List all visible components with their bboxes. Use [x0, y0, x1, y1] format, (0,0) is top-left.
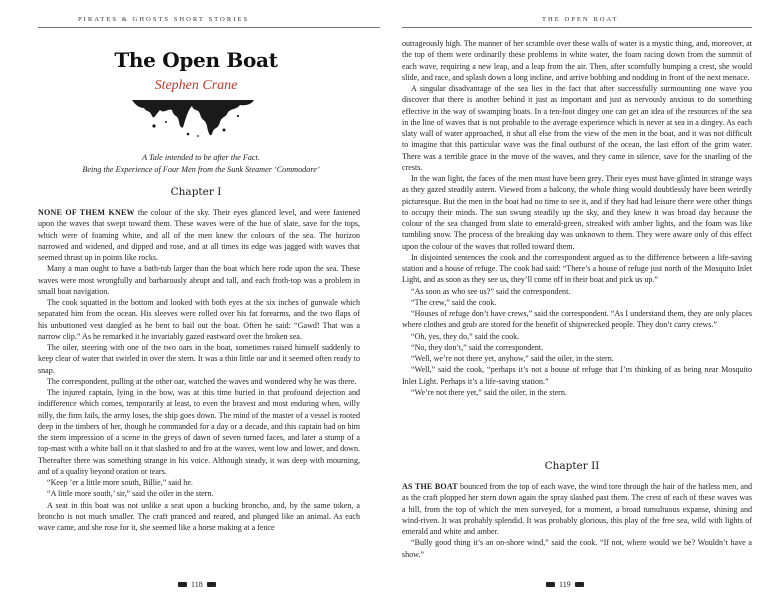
paragraph-text: bounced from the top of each wave, the wind tore through the hair of the hatless men, and as the craft plopped her stern down again the spray slashed past them. The crest of each of these waves was a hill, from the top of which the men surveyed, for a moment, a broad tumultuous expanse, shining and wind-riven. It was probably splendid. It was probably glorious, this play of the free sea, wild with lights of emerald and white and amber.: [402, 482, 752, 536]
paragraph: [38, 207, 360, 263]
page-number-text: 119: [559, 580, 571, 589]
header-rule: [38, 27, 380, 28]
paragraph: In the wan light, the faces of the men must have been grey. Their eyes must have glinted in strange ways as they gazed steadily astern. Viewed from a balcony, the whole thing would doubtlessly have been weirdly picturesque. But the men in the boat had no time to see it, and if they had had leisure there were other things to occupy their minds. The sun swung steadily up the sky, and they knew it was broad day because the colour of the sea changed from slate to emerald-green, streaked with amber lights, and the foam was like tumbling snow. The process of the breaking day was unknown to them. They were aware only of this effect upon the colour of the waves that rolled toward them.: [402, 174, 752, 251]
story-author: Stephen Crane: [154, 78, 238, 93]
paragraph: A singular disadvantage of the sea lies in the fact that after successfully surmounting one wave you discover that there is another behind it just as important and just as nervously anxious to do something effective in the way of swamping boats. In a ten-foot dingey one can get an idea of the resources of the sea in the line of waves that is not probable to the average experience which is never at sea in a dingey. As each slaty wall of water approached, it shut all else from the view of the men in the boat, and it was not difficult to imagine that this particular wave was the final outburst of the ocean, the last effort of the grim water. There was a terrible grace in the move of the waves, and they came in silence, save for the snarling of the crests.: [402, 84, 752, 172]
paragraph: A seat in this boat was not unlike a seat upon a bucking broncho, and, by the same token, a broncho is not much smaller. The craft pranced and reared, and plunged like an animal. As each wave came, and she rose for it, she seemed like a horse making at a fence: [38, 500, 360, 532]
paragraph: “Well,” said the cook, “perhaps it’s not a house of refuge that I’m thinking of as being near Mosquito Inlet Light. Perhaps it’s a life-saving station.”: [402, 365, 752, 386]
page-number-text: 118: [191, 580, 203, 589]
folio-ornament-icon: [546, 582, 555, 587]
paragraph: The cook squatted in the bottom and looked with both eyes at the six inches of gunwale which separated him from the ocean. His sleeves were rolled over his fat forearms, and the two flaps of his unbuttoned vest dangled as he bent to bail out the boat. Often he said: “Gawd! That was a narrow clip.” As he remarked it he invariably gazed eastward over the broken sea.: [38, 298, 360, 341]
running-head: THE OPEN BOAT: [542, 16, 619, 23]
paragraph: The oiler, steering with one of the two oars in the boat, sometimes raised himself suddenly to keep clear of water that swirled in over the stern. It was a thin little oar and it seemed often ready to snap.: [38, 343, 360, 375]
lead-in: AS THE BOAT: [402, 482, 458, 491]
paragraph: “The crew,” said the cook.: [411, 297, 497, 307]
chapter-heading: Chapter I: [170, 186, 222, 198]
paragraph: The correspondent, pulling at the other oar, watched the waves and wondered why he was there.: [47, 376, 357, 386]
paragraph-text: the colour of the sky. Their eyes glanced level, and were fastened upon the waves that swept toward them. These waves were of the hue of slate, save for the tops, which were of foaming white, and all of the men knew the colours of the sea. The horizon narrowed and widened, and dipped and rose, and at all times its edge was jagged with waves that seemed thrust up in points like rocks.: [38, 208, 360, 262]
page-number: [178, 580, 216, 589]
right-page: [392, 0, 784, 600]
page-number: [546, 580, 584, 589]
paragraph: In disjointed sentences the cook and the correspondent argued as to the difference between a life-saving station and a house of refuge. The cook had said: “There’s a house of refuge just north of the Mosquito Inlet Light, and as soon as they see us, they’ll come off in their boat and pick us up.”: [402, 252, 752, 285]
paragraph: [402, 481, 752, 537]
lead-in: NONE OF THEM KNEW: [38, 208, 135, 217]
paragraph: “Well, we’re not there yet, anyhow,” said the oiler, in the stern.: [411, 354, 614, 363]
paragraph: “As soon as who see us?” said the correspondent.: [411, 286, 571, 296]
body-text: [38, 207, 360, 533]
running-head: PIRATES & GHOSTS SHORT STORIES: [78, 16, 250, 23]
paragraph: “Bully good thing it’s an on-shore wind,” said the cook. “If not, where would we be? Wouldn’t have a show.”: [402, 538, 752, 559]
header-rule: [402, 27, 752, 28]
paragraph: The injured captain, lying in the bow, was at this time buried in that profound dejection and indifference which comes, temporarily at least, to even the bravest and most enduring when, willy nilly, the firm fails, the army loses, the ship goes down. The mind of the master of a vessel is rooted deep in the timbers of her, though he commanded for a day or a decade, and this captain had on him the stern impression of a scene in the greys of dawn of seven turned faces, and later a stump of a top-mast with a white ball on it that slashed to and fro at the waves, went low and lower, and down. Thereafter there was something strange in his voice. Although steady, it was deep with mourning, and of a quality beyond oration or tears.: [38, 388, 360, 476]
paragraph: “We’re not there yet,” said the oiler, in the stern.: [411, 387, 567, 397]
body-text: [402, 38, 752, 398]
paragraph: “Keep ’er a little more south, Billie,” said he.: [47, 478, 193, 487]
folio-ornament-icon: [575, 582, 584, 587]
epigraph: [44, 152, 358, 175]
paragraph: “No, they don’t,” said the correspondent.: [411, 342, 544, 352]
ink-splash-ornament-icon: [128, 96, 258, 140]
story-title: The Open Boat: [114, 48, 278, 72]
paragraph: “Oh, yes, they do,” said the cook.: [411, 331, 520, 341]
folio-ornament-icon: [207, 582, 216, 587]
chapter-heading: Chapter II: [544, 460, 600, 472]
epigraph-line: Being the Experience of Four Men from the Sunk Steamer ‘Commodore’: [82, 164, 320, 174]
body-text: [402, 481, 752, 560]
paragraph: Many a man ought to have a bath-tub larger than the boat which here rode upon the sea. These waves were most wrongfully and barbarously abrupt and tall, and each froth-top was a problem in small boat navigation.: [38, 264, 360, 296]
epigraph-line: A Tale intended to be after the Fact.: [142, 153, 260, 162]
paragraph: “Houses of refuge don’t have crews,” said the correspondent. “As I understand them, they are only places where clothes and grub are stored for the benefit of shipwrecked people. They don’t carry crews.”: [402, 309, 752, 330]
paragraph: outrageously high. The manner of her scramble over these walls of water is a mystic thing, and, moreover, at the top of them were ordinarily these problems in white water, the foam racing down from the summit of each wave, requiring a new leap, and a leap from the air. Then, after scornfully bumping a crest, she would slide, and race, and splash down a long incline, and arrive bobbing and nodding in front of the next menace.: [402, 39, 752, 82]
folio-ornament-icon: [178, 582, 187, 587]
paragraph: “A little more south,’ sir,” said the oiler in the stern.: [47, 489, 214, 499]
